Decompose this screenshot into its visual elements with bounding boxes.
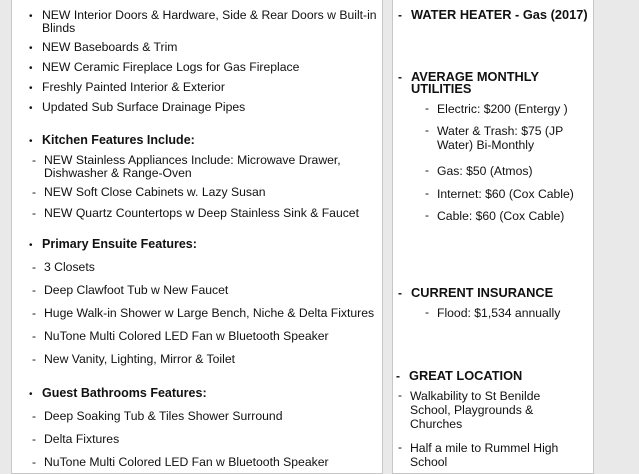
background-strip (594, 0, 639, 460)
list-item: Water) Bi-Monthly (437, 138, 535, 152)
section-heading: CURRENT INSURANCE (411, 285, 554, 300)
bullet-icon: • (29, 43, 33, 54)
dash-icon: - (32, 206, 36, 220)
list-item: Updated Sub Surface Drainage Pipes (42, 100, 246, 114)
list-item: School, Playgrounds & (410, 403, 534, 417)
list-item: Blinds (42, 21, 76, 35)
dash-icon: - (425, 163, 429, 177)
dash-icon: - (32, 153, 36, 167)
dash-icon: - (32, 260, 36, 274)
list-item: Gas: $50 (Atmos) (437, 164, 533, 178)
dash-icon: - (398, 388, 402, 402)
dash-icon: - (425, 101, 429, 115)
bullet-icon: • (29, 83, 33, 94)
list-item: NuTone Multi Colored LED Fan w Bluetooth Speaker (44, 455, 329, 469)
list-item: Walkability to St Benilde (410, 389, 541, 403)
dash-icon: - (32, 185, 36, 199)
list-item: NuTone Multi Colored LED Fan w Bluetooth Speaker (44, 329, 329, 343)
list-item: Cable: $60 (Cox Cable) (437, 209, 565, 223)
list-item: Internet: $60 (Cox Cable) (437, 187, 574, 201)
list-item: New Vanity, Lighting, Mirror & Toilet (44, 352, 236, 366)
dash-icon: - (32, 329, 36, 343)
dash-icon: - (32, 455, 36, 469)
list-item: NEW Soft Close Cabinets w. Lazy Susan (44, 185, 266, 199)
dash-icon: - (396, 369, 400, 383)
list-item: Huge Walk-in Shower w Large Bench, Niche & Delta Fixtures (44, 306, 375, 320)
list-item: 3 Closets (44, 260, 95, 274)
list-item: Electric: $200 (Entergy ) (437, 102, 568, 116)
dash-icon: - (425, 208, 429, 222)
dash-icon: - (398, 70, 402, 84)
list-item: Churches (410, 417, 463, 431)
dash-icon: - (32, 432, 36, 446)
list-item: Deep Soaking Tub & Tiles Shower Surround (44, 409, 283, 423)
list-item: School (410, 455, 448, 469)
list-item: NEW Stainless Appliances Include: Microwave Drawer, (44, 153, 341, 167)
list-item: NEW Baseboards & Trim (42, 40, 178, 54)
section-heading: Kitchen Features Include: (42, 133, 195, 147)
dash-icon: - (398, 8, 402, 22)
dash-icon: - (32, 409, 36, 423)
section-heading: GREAT LOCATION (409, 368, 523, 383)
dash-icon: - (32, 306, 36, 320)
list-item: Water & Trash: $75 (JP (437, 124, 564, 138)
bullet-icon: • (29, 240, 33, 251)
section-heading: AVERAGE MONTHLY (411, 69, 539, 84)
dash-icon: - (32, 352, 36, 366)
bullet-icon: • (29, 103, 33, 114)
list-item: Delta Fixtures (44, 432, 120, 446)
list-item: Freshly Painted Interior & Exterior (42, 80, 225, 94)
bullet-icon: • (29, 136, 33, 147)
dash-icon: - (32, 283, 36, 297)
list-item: NEW Interior Doors & Hardware, Side & Rear Doors w Built-in (42, 8, 377, 22)
list-item: NEW Quartz Countertops w Deep Stainless Sink & Faucet (44, 206, 359, 220)
list-item: Dishwasher & Range-Oven (44, 166, 192, 180)
list-item: Deep Clawfoot Tub w New Faucet (44, 283, 229, 297)
bullet-icon: • (29, 11, 33, 22)
dash-icon: - (398, 440, 402, 454)
section-heading: WATER HEATER - Gas (2017) (411, 7, 588, 22)
list-item: NEW Ceramic Fireplace Logs for Gas Fireplace (42, 60, 300, 74)
dash-icon: - (425, 123, 429, 137)
section-heading: UTILITIES (411, 81, 472, 96)
section-heading: Guest Bathrooms Features: (42, 386, 207, 400)
dash-icon: - (425, 305, 429, 319)
dash-icon: - (425, 186, 429, 200)
bullet-icon: • (29, 63, 33, 74)
list-item: Flood: $1,534 annually (437, 306, 561, 320)
section-heading: Primary Ensuite Features: (42, 237, 197, 251)
list-item: Half a mile to Rummel High (410, 441, 559, 455)
bullet-icon: • (29, 389, 33, 400)
dash-icon: - (398, 286, 402, 300)
